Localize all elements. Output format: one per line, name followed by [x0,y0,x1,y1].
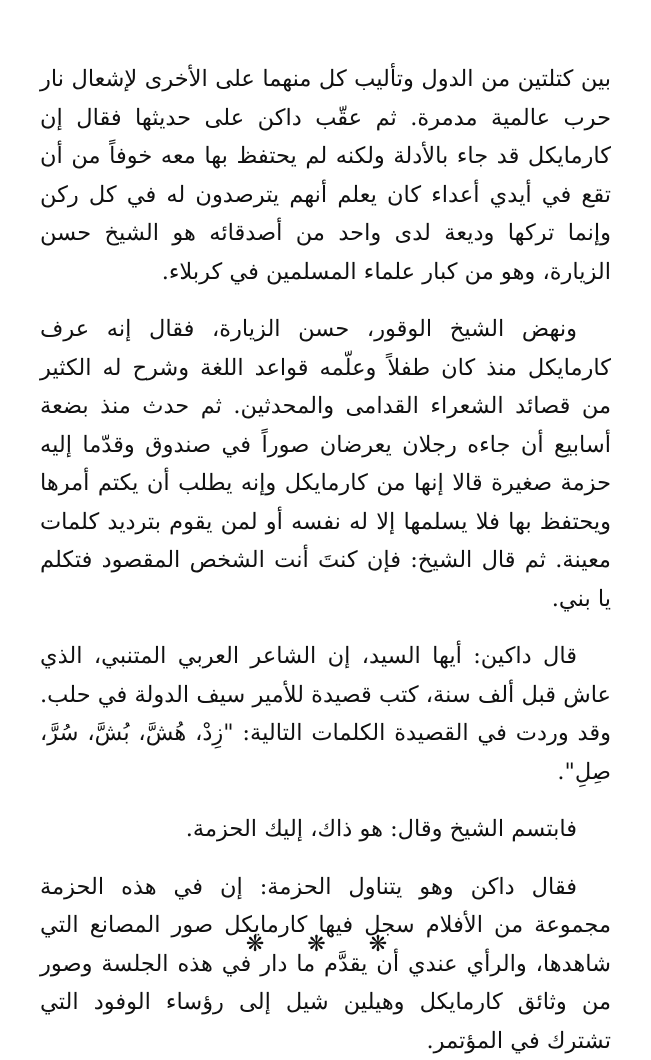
section-separator: ❋ ❋ ❋ [0,932,651,957]
paragraph-4: فابتسم الشيخ وقال: هو ذاك، إليك الحزمة. [40,810,611,849]
paragraph-5: فقال داكن وهو يتناول الحزمة: إن في هذه الحزمة مجموعة من الأفلام سجل فيها كارمايكل صور المصانع التي شاهدها، والرأي عندي أن يقدَّم ما دار في هذه الجلسة وصور من وثائق كارمايكل وهيلين شيل إلى رؤساء الوفود التي تشترك في المؤتمر. [40,868,611,1060]
paragraph-3: قال داكين: أيها السيد، إن الشاعر العربي المتنبي، الذي عاش قبل ألف سنة، كتب قصيدة للأمير سيف الدولة في حلب. وقد وردت في القصيدة الكلمات التالية: "زِدْ، هُشَّ، بُشَّ، سُرَّ، صِلِ". [40,637,611,791]
paragraph-2: ونهض الشيخ الوقور، حسن الزيارة، فقال إنه عرف كارمايكل منذ كان طفلاً وعلّمه قواعد اللغة وشرح له الكثير من قصائد الشعراء القدامى والمحدثين. ثم حدث منذ بضعة أسابيع أن جاءه رجلان يعرضان صوراً في صندوق وقدّما إليه حزمة صغيرة قالا إنها من كارمايكل وإنه يطلب أن يكتم أمرها ويحتفظ بها فلا يسلمها إلا له نفسه أو لمن يقوم بترديد كلمات معينة. ثم قال الشيخ: فإن كنتَ أنت الشخص المقصود فتكلم يا بني. [40,310,611,618]
paragraph-1: بين كتلتين من الدول وتأليب كل منهما على الأخرى لإشعال نار حرب عالمية مدمرة. ثم عقّب داكن على حديثها فقال إن كارمايكل قد جاء بالأدلة ولكنه لم يحتفظ بها معه خوفاً من أن تقع في أيدي أعداء كان يعلم أنهم يترصدون له في كل ركن وإنما تركها وديعة لدى واحد من أصدقائه هو الشيخ حسن الزيارة، وهو من كبار علماء المسلمين في كربلاء. [40,60,611,291]
